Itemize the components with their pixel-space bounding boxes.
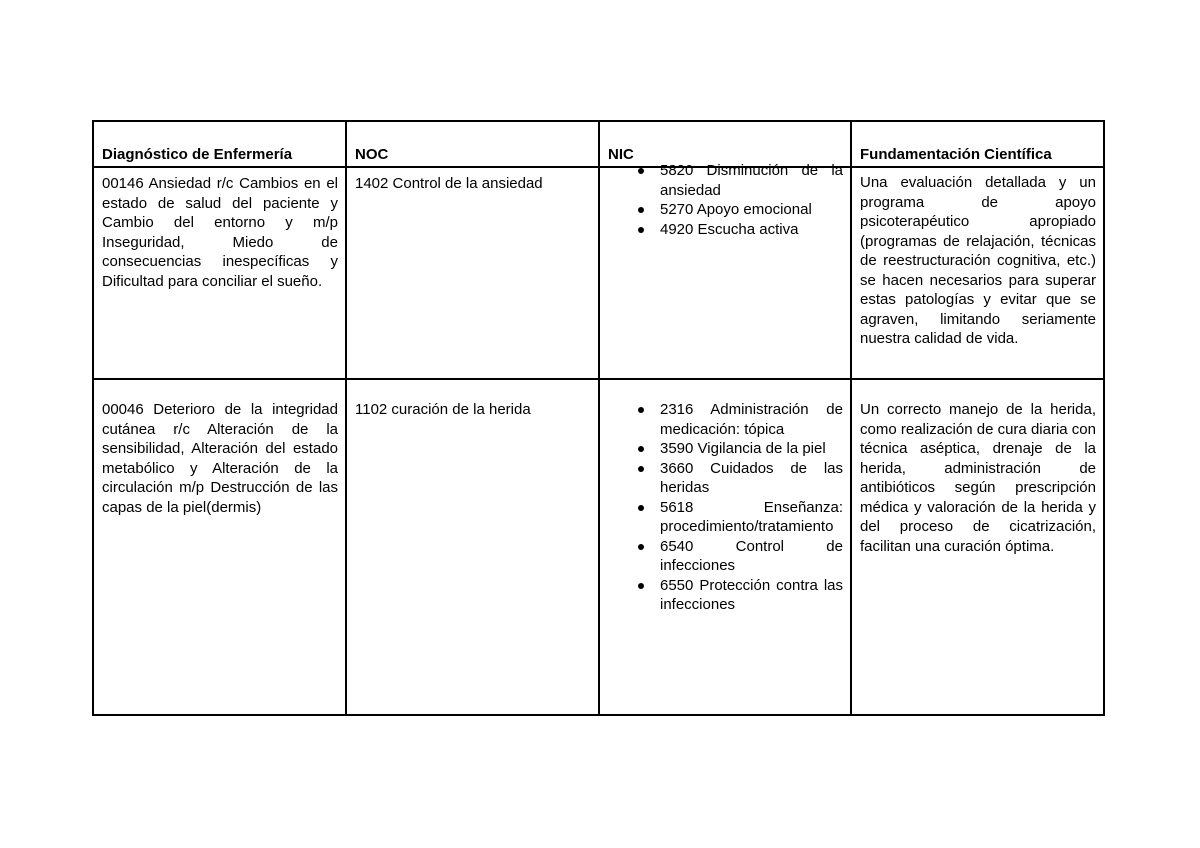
nic-item — [608, 200, 843, 220]
header-noc: NOC — [346, 121, 599, 167]
noc-cell — [346, 379, 599, 715]
care-plan-table — [92, 120, 1105, 716]
bullet-icon — [638, 227, 644, 233]
nic-item-text: 5618 Enseñanza: procedimiento/tratamiento — [660, 498, 843, 535]
nic-list — [608, 161, 843, 239]
noc-text: 1402 Control de la ansiedad — [355, 175, 543, 192]
nic-item — [608, 576, 843, 615]
nic-item-text: 3590 Vigilancia de la piel — [660, 440, 826, 457]
nic-item-text: 4920 Escucha activa — [660, 220, 799, 238]
nic-item — [608, 439, 843, 459]
nic-item-text: 2316 Administración de medicación: tópica — [660, 401, 843, 438]
noc-cell — [346, 167, 599, 379]
bullet-icon — [638, 466, 644, 472]
nic-cell — [599, 379, 851, 715]
nic-list — [608, 400, 843, 615]
bullet-icon — [638, 544, 644, 550]
nic-item — [608, 498, 843, 537]
diagnosis-text: 00046 Deterioro de la integridad cutánea r/c Alteración de la sensibilidad, Alteración del estado metabólico y Alteración de la circulación m/p Destrucción de las capas de la piel(dermis) — [102, 401, 338, 516]
diagnosis-cell — [93, 167, 346, 379]
rationale-text: Una evaluación detallada y un programa de apoyo psicoterapéutico apropiado (programas de relajación, técnicas de reestructuración cognitiva, etc.) se hacen necesarios para superar estas patologías y evitar que se agraven, limitando seriamente nuestra calidad de vida. — [860, 174, 1096, 347]
bullet-icon — [638, 168, 644, 174]
nic-item-text: 6540 Control de infecciones — [660, 537, 843, 574]
nic-item-text: 3660 Cuidados de las heridas — [660, 459, 843, 496]
diagnosis-text: 00146 Ansiedad r/c Cambios en el estado de salud del paciente y Cambio del entorno y m/p Inseguridad, Miedo de consecuencias inespecíficas y Dificultad para conciliar el sueño. — [102, 175, 338, 290]
rationale-cell — [851, 167, 1104, 379]
bullet-icon — [638, 505, 644, 511]
table-row — [93, 379, 1104, 715]
table-header-row — [93, 121, 1104, 167]
nic-item — [608, 161, 843, 200]
nic-item — [608, 537, 843, 576]
bullet-icon — [638, 446, 644, 452]
rationale-text: Un correcto manejo de la herida, como realización de cura diaria con técnica aséptica, drenaje de la herida, administración de antibióticos según prescripción médica y valoración de la herida y del proceso de cicatrización, facilitan una curación óptima. — [860, 401, 1096, 555]
nic-item-text: 6550 Protección contra las infecciones — [660, 576, 843, 613]
nic-cell — [599, 162, 851, 379]
bullet-icon — [638, 407, 644, 413]
header-nic: NIC — [599, 121, 851, 167]
diagnosis-cell — [93, 379, 346, 715]
nic-item-text: 5270 Apoyo emocional — [660, 201, 812, 218]
bullet-icon — [638, 583, 644, 589]
nic-item-text: 5820 Disminución de la ansiedad — [660, 162, 843, 199]
header-diagnosis: Diagnóstico de Enfermería — [93, 121, 346, 167]
nic-item — [608, 459, 843, 498]
table-row — [93, 167, 1104, 379]
nic-item — [608, 220, 843, 240]
bullet-icon — [638, 207, 644, 213]
nic-item — [608, 400, 843, 439]
header-rationale: Fundamentación Científica — [851, 121, 1104, 167]
noc-text: 1102 curación de la herida — [355, 401, 531, 418]
rationale-cell — [851, 379, 1104, 715]
